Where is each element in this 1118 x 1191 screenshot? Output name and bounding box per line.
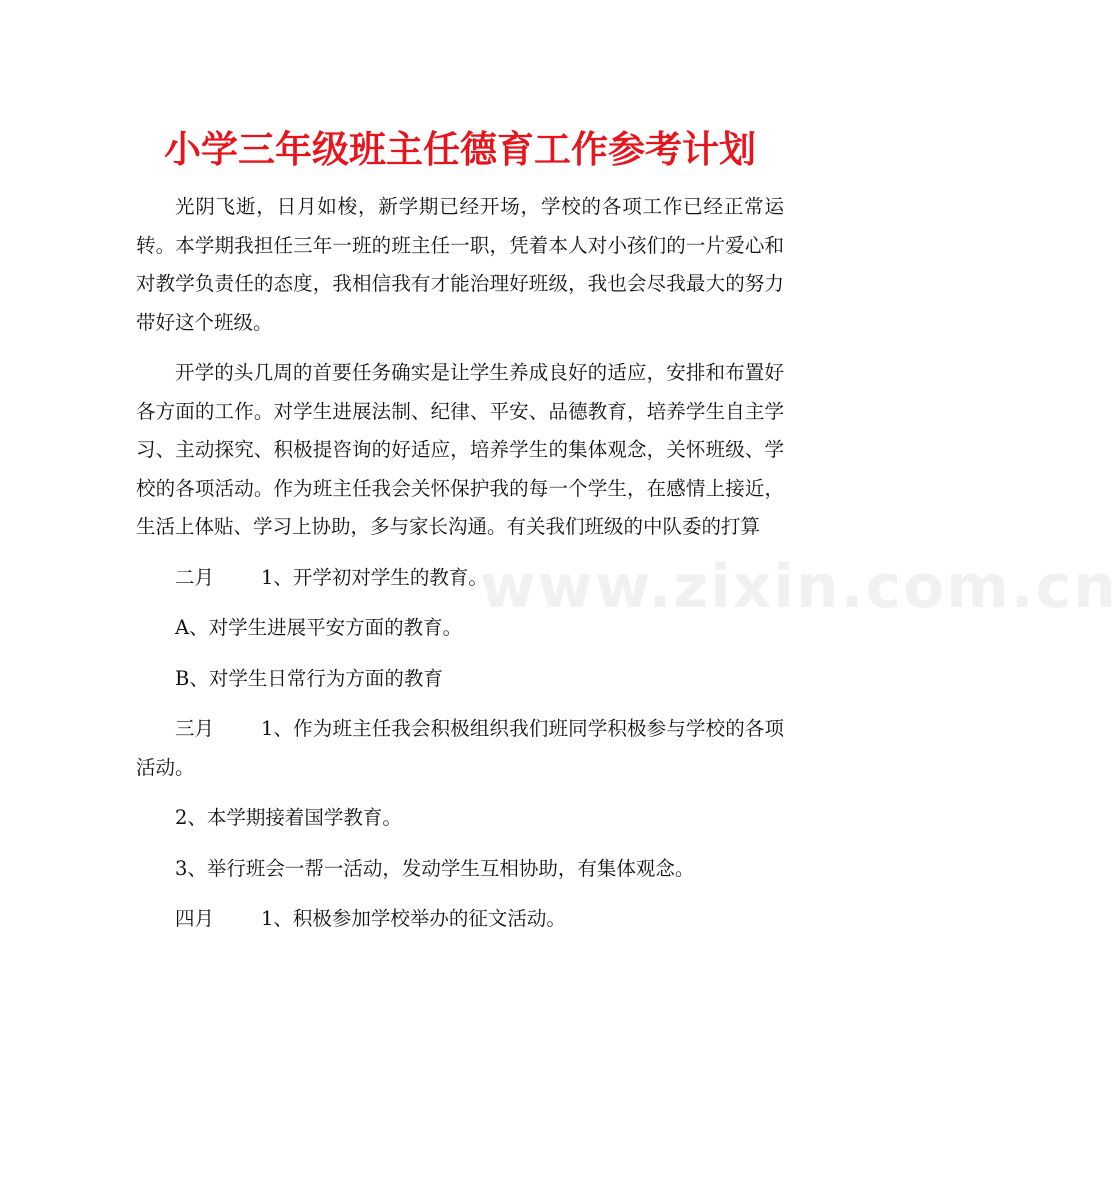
paragraph-tasks: 开学的头几周的首要任务确实是让学生养成良好的适应，安排和布置好各方面的工作。对学生进展法制、纪律、平安、品德教育，培养学生自主学习、主动探究、积极提咨询的好适应，培养学生的集体观念，关怀班级、学校的各项活动。作为班主任我会关怀保护我的每一个学生，在感情上接近，生活上体贴、学习上协助，多与家长沟通。有关我们班级的中队委的打算 xyxy=(136,361,784,538)
watermark: www.zixin.com.cn xyxy=(480,552,1118,622)
month-label-mar: 三月 xyxy=(175,717,215,740)
document-title: 小学三年级班主任德育工作参考计划 xyxy=(164,128,756,171)
plan-mar-item-2: 2、本学期接着国学教育。 xyxy=(175,806,402,829)
plan-apr-item-1 xyxy=(136,900,784,939)
plan-mar-item-3: 3、举行班会一帮一活动，发动学生互相协助，有集体观念。 xyxy=(175,856,695,880)
plan-feb-item-b: B、对学生日常行为方面的教育 xyxy=(175,666,443,690)
plan-text: 1、作为班主任我会积极组织我们班同学积极参与学校的各项活动。 xyxy=(136,717,784,779)
plan-text: 1、积极参加学校举办的征文活动。 xyxy=(261,907,566,930)
plan-text: 1、开学初对学生的教育。 xyxy=(261,565,488,589)
month-label-apr: 四月 xyxy=(175,907,215,930)
plan-feb-item-1 xyxy=(136,559,784,598)
month-label-feb: 二月 xyxy=(175,565,215,589)
plan-mar-item-1 xyxy=(136,710,784,787)
plan-feb-item-a: A、对学生进展平安方面的教育。 xyxy=(175,616,463,639)
paragraph-intro: 光阴飞逝，日月如梭，新学期已经开场，学校的各项工作已经正常运转。本学期我担任三年一班的班主任一职，凭着本人对小孩们的一片爱心和对教学负责任的态度，我相信我有才能治理好班级，我也会尽我最大的努力带好这个班级。 xyxy=(136,195,784,334)
document-body xyxy=(136,188,784,951)
